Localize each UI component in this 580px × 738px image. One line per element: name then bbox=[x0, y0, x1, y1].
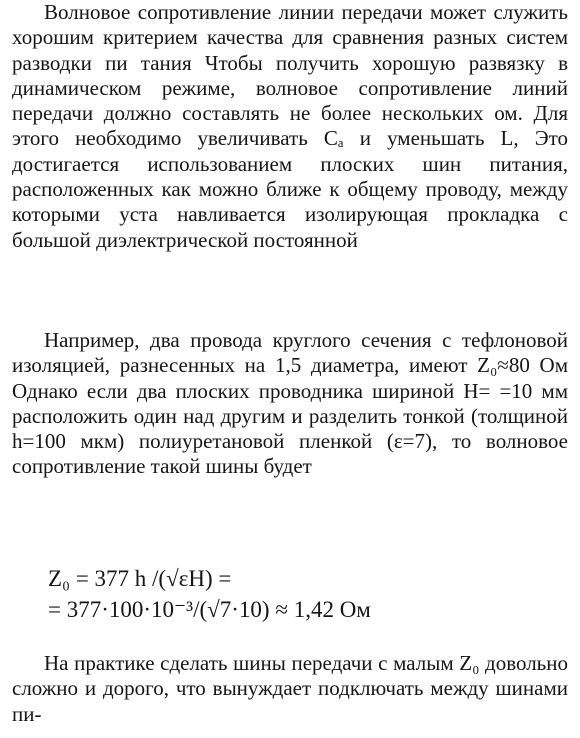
formula-line-1: Z₀ = 377 h /(√εH) = bbox=[48, 566, 232, 591]
paragraph-practice: На практике сделать шины передачи с малым Z₀ довольно сложно и дорого, что вынуждает подключать между шинами пи- bbox=[12, 651, 568, 726]
paragraph-example: Например, два провода круглого сечения с тефлоновой изоляцией, разнесенных на 1,5 диаметра, имеют Z₀≈80 Ом Однако если два плоских проводника шириной H= =10 мм расположить один над другим и разделить тонкой (толщиной h=100 мкм) полиуретановой пленкой (ε=7), то волновое сопротивление такой шины будет bbox=[12, 328, 568, 479]
paragraph-wave-impedance: Волновое сопротивление линии передачи может служить хорошим критерием качества для сравнения разных систем разводки пи тания Чтобы получить хорошую развязку в динамическом режиме, волновое сопротивление линий передачи должно составлять не более нескольких ом. Для этого необходимо увеличивать Cₐ и уменьшать L, Это достигается использованием плоских шин питания, расположенных как можно ближе к общему проводу, между которыми уста навливается изолирующая прокладка с большой диэлектрической постоянной bbox=[12, 0, 568, 252]
formula-line-2: = 377·100·10⁻³/(√7·10) ≈ 1,42 Ом bbox=[48, 597, 371, 622]
